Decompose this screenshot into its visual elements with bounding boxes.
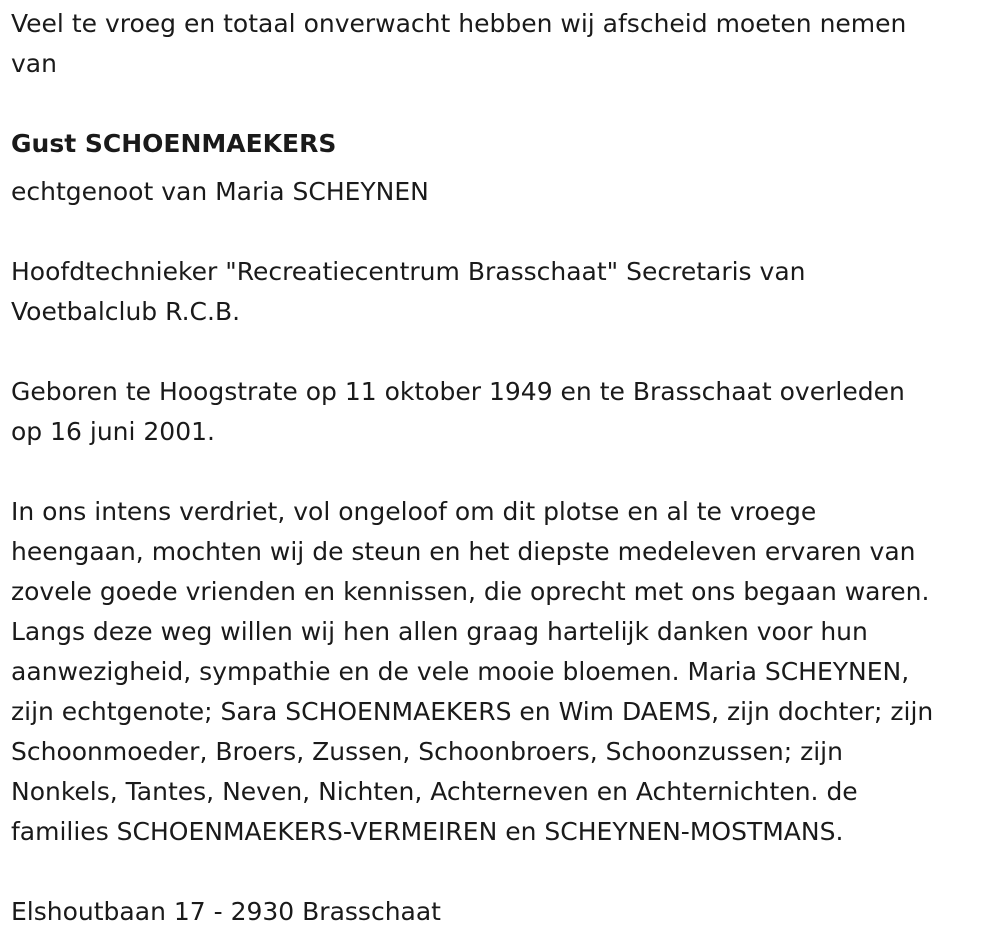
address-line: Elshoutbaan 17 - 2930 Brasschaat: [11, 897, 441, 926]
intro-line-1: Veel te vroeg en totaal onverwacht hebben wij afscheid moeten nemen: [11, 9, 907, 38]
intro-line-2: van: [11, 49, 57, 78]
thanks-line: In ons intens verdriet, vol ongeloof om dit plotse en al te vroege: [11, 497, 817, 526]
birth-death-line-1: Geboren te Hoogstrate op 11 oktober 1949 en te Brasschaat overleden: [11, 377, 905, 406]
thanks-line: heengaan, mochten wij de steun en het diepste medeleven ervaren van: [11, 537, 916, 566]
thanks-line: Langs deze weg willen wij hen allen graag hartelijk danken voor hun: [11, 617, 868, 646]
deceased-name: Gust SCHOENMAEKERS: [11, 129, 337, 158]
birth-death-line-2: op 16 juni 2001.: [11, 417, 215, 446]
thanks-line: zijn echtgenote; Sara SCHOENMAEKERS en Wim DAEMS, zijn dochter; zijn: [11, 697, 934, 726]
thanks-line: Nonkels, Tantes, Neven, Nichten, Achterneven en Achternichten. de: [11, 777, 858, 806]
thanks-line: aanwezigheid, sympathie en de vele mooie bloemen. Maria SCHEYNEN,: [11, 657, 910, 686]
thanks-line: zovele goede vrienden en kennissen, die oprecht met ons begaan waren.: [11, 577, 930, 606]
thanks-line: Schoonmoeder, Broers, Zussen, Schoonbroers, Schoonzussen; zijn: [11, 737, 843, 766]
function-line-1: Hoofdtechnieker "Recreatiecentrum Brasschaat" Secretaris van: [11, 257, 806, 286]
function-line-2: Voetbalclub R.C.B.: [11, 297, 241, 326]
thanks-line: families SCHOENMAEKERS-VERMEIREN en SCHEYNEN-MOSTMANS.: [11, 817, 844, 846]
spouse-line: echtgenoot van Maria SCHEYNEN: [11, 177, 429, 206]
